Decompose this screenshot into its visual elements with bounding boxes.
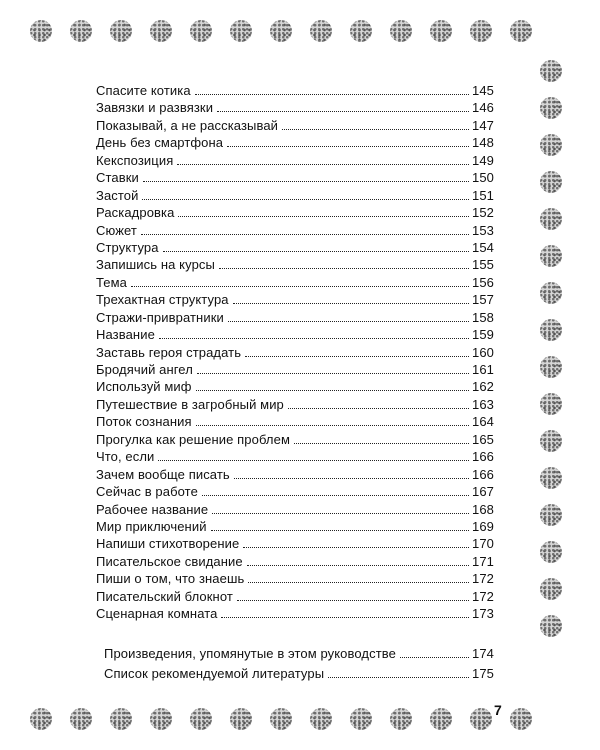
toc-entry-title: Сюжет xyxy=(96,222,137,238)
toc-entry-page: 161 xyxy=(472,362,494,377)
decorative-dot xyxy=(70,20,92,42)
toc-entry xyxy=(96,204,494,221)
toc-entry-title: Кекспозиция xyxy=(96,152,174,168)
toc-entry xyxy=(96,378,494,395)
dot-leader xyxy=(177,164,469,165)
dot-leader xyxy=(202,495,469,496)
toc-entry xyxy=(96,483,494,500)
toc-entry xyxy=(96,431,494,448)
toc-entry-title: Показывай, а не рассказывай xyxy=(96,117,279,133)
toc-entry-title: Название xyxy=(96,327,155,343)
toc-entry-title: Спасите котика xyxy=(96,83,191,98)
toc-entry-page: 151 xyxy=(472,187,494,203)
decorative-dot xyxy=(190,20,212,42)
dot-leader xyxy=(221,617,469,618)
dot-leader xyxy=(227,146,469,147)
dot-leader xyxy=(196,390,469,391)
toc-entry xyxy=(96,134,494,151)
decorative-dot xyxy=(270,20,292,42)
toc-entry-title: Заставь героя страдать xyxy=(96,344,242,360)
dot-leader xyxy=(248,582,469,583)
toc-entry-page: 166 xyxy=(472,466,494,482)
toc-entry-page: 146 xyxy=(472,100,494,116)
toc-entry-page: 167 xyxy=(472,484,494,500)
decorative-dot xyxy=(540,578,562,600)
decorative-dot xyxy=(430,708,452,730)
decorative-dot xyxy=(540,430,562,452)
decorative-dot xyxy=(470,708,492,730)
toc-entry-page: 152 xyxy=(472,205,494,221)
dot-leader xyxy=(400,657,469,658)
dot-leader xyxy=(288,408,469,409)
toc-entry-title: Зачем вообще писать xyxy=(96,466,230,482)
toc-entry xyxy=(96,466,494,483)
dot-leader xyxy=(196,425,469,426)
dot-leader xyxy=(228,321,469,322)
decorative-dot xyxy=(30,708,52,730)
dot-leader xyxy=(163,251,469,252)
decorative-dot xyxy=(540,60,562,82)
toc-entry-title: Рабочее название xyxy=(96,501,209,517)
toc-entry xyxy=(96,605,494,622)
dot-leader xyxy=(282,129,469,130)
decorative-dot xyxy=(310,708,332,730)
dot-leader xyxy=(247,565,469,566)
toc-entry xyxy=(96,169,494,186)
table-of-contents-appendix xyxy=(104,645,494,685)
toc-entry xyxy=(104,645,494,665)
toc-entry-page: 166 xyxy=(472,449,494,465)
toc-entry-title: Трехактная структура xyxy=(96,292,229,308)
decorative-dot xyxy=(310,20,332,42)
toc-entry-title: Мир приключений xyxy=(96,518,207,534)
decorative-dot xyxy=(540,504,562,526)
toc-entry-page: 173 xyxy=(472,606,494,622)
decorative-dot xyxy=(540,97,562,119)
decorative-dot xyxy=(190,708,212,730)
toc-entry xyxy=(96,553,494,570)
dot-leader xyxy=(197,373,469,374)
toc-entry-title: Структура xyxy=(96,239,159,255)
toc-entry-title: Пиши о том, что знаешь xyxy=(96,571,245,587)
decorative-dot xyxy=(150,708,172,730)
toc-entry-page: 170 xyxy=(472,536,494,552)
toc-entry-title: Застой xyxy=(96,187,139,203)
dot-leader xyxy=(328,677,469,678)
toc-entry xyxy=(96,274,494,291)
toc-entry-title: Поток сознания xyxy=(96,414,192,430)
toc-entry xyxy=(96,239,494,256)
toc-entry-title: Писательское свидание xyxy=(96,553,243,569)
toc-entry-page: 165 xyxy=(472,431,494,447)
toc-entry xyxy=(96,570,494,587)
toc-entry xyxy=(96,309,494,326)
toc-entry-page: 172 xyxy=(472,588,494,604)
decorative-dot xyxy=(540,541,562,563)
decorative-dot xyxy=(230,708,252,730)
decorative-dot xyxy=(540,134,562,156)
toc-entry-title: Бродячий ангел xyxy=(96,362,193,377)
toc-entry xyxy=(96,256,494,273)
toc-entry-page: 169 xyxy=(472,518,494,534)
decorative-dot xyxy=(30,20,52,42)
toc-entry-title: Сценарная комната xyxy=(96,606,218,622)
toc-entry xyxy=(96,396,494,413)
decorative-dot xyxy=(540,282,562,304)
table-of-contents xyxy=(96,82,494,623)
toc-entry-page: 175 xyxy=(472,666,494,681)
dot-leader xyxy=(294,443,469,444)
toc-entry xyxy=(104,665,494,685)
toc-entry-title: Ставки xyxy=(96,170,139,186)
toc-entry-page: 148 xyxy=(472,135,494,151)
dot-leader xyxy=(211,530,469,531)
decorative-dot xyxy=(430,20,452,42)
decorative-dot xyxy=(230,20,252,42)
toc-entry-page: 164 xyxy=(472,414,494,430)
decorative-dot xyxy=(540,171,562,193)
dot-leader xyxy=(158,460,469,461)
toc-entry xyxy=(96,187,494,204)
toc-entry xyxy=(96,518,494,535)
toc-entry-page: 145 xyxy=(472,83,494,98)
toc-entry-title: Тема xyxy=(96,274,128,290)
toc-entry-page: 157 xyxy=(472,292,494,308)
dot-leader xyxy=(234,478,469,479)
dot-leader xyxy=(243,547,469,548)
toc-entry-title: День без смартфона xyxy=(96,135,224,151)
toc-entry xyxy=(96,448,494,465)
page-number: 7 xyxy=(494,702,502,718)
decorative-dot xyxy=(510,708,532,730)
toc-entry-page: 150 xyxy=(472,170,494,186)
dot-leader xyxy=(237,600,469,601)
toc-entry xyxy=(96,291,494,308)
decorative-dot xyxy=(350,20,372,42)
dot-leader xyxy=(159,338,469,339)
decorative-dot xyxy=(270,708,292,730)
toc-entry-page: 149 xyxy=(472,152,494,168)
toc-entry xyxy=(96,99,494,116)
toc-entry-title: Прогулка как решение проблем xyxy=(96,431,290,447)
toc-entry xyxy=(96,413,494,430)
toc-entry-page: 156 xyxy=(472,274,494,290)
toc-entry-title: Путешествие в загробный мир xyxy=(96,396,284,412)
decorative-dot xyxy=(390,708,412,730)
toc-entry-title: Стражи-привратники xyxy=(96,309,224,325)
toc-entry-title: Что, если xyxy=(96,449,155,465)
toc-entry-page: 163 xyxy=(472,396,494,412)
toc-entry-title: Напиши стихотворение xyxy=(96,536,240,552)
toc-entry-title: Запишись на курсы xyxy=(96,257,215,273)
toc-entry xyxy=(96,344,494,361)
dot-leader xyxy=(142,199,469,200)
decorative-dot xyxy=(540,356,562,378)
decorative-dot xyxy=(540,393,562,415)
toc-entry xyxy=(96,535,494,552)
dot-leader xyxy=(217,111,469,112)
dot-leader xyxy=(178,216,469,217)
toc-entry-page: 174 xyxy=(472,646,494,661)
decorative-dot xyxy=(110,708,132,730)
toc-entry xyxy=(96,222,494,239)
toc-entry-title: Используй миф xyxy=(96,379,192,395)
toc-entry xyxy=(96,501,494,518)
dot-leader xyxy=(141,234,469,235)
toc-entry-title: Завязки и развязки xyxy=(96,100,214,116)
toc-entry-page: 155 xyxy=(472,257,494,273)
toc-entry xyxy=(96,117,494,134)
dot-leader xyxy=(233,303,469,304)
dot-leader xyxy=(245,356,469,357)
toc-entry-page: 171 xyxy=(472,553,494,569)
toc-entry-page: 168 xyxy=(472,501,494,517)
dot-leader xyxy=(131,286,469,287)
toc-entry-title: Раскадровка xyxy=(96,205,175,221)
toc-entry-page: 158 xyxy=(472,309,494,325)
decorative-dot xyxy=(110,20,132,42)
decorative-dot xyxy=(350,708,372,730)
dot-leader xyxy=(195,94,469,95)
toc-entry-page: 153 xyxy=(472,222,494,238)
decorative-dot xyxy=(540,208,562,230)
toc-entry xyxy=(96,82,494,99)
decorative-dot xyxy=(540,467,562,489)
toc-entry xyxy=(96,361,494,378)
toc-entry-title: Писательский блокнот xyxy=(96,588,233,604)
toc-entry-title: Список рекомендуемой литературы xyxy=(104,666,325,681)
dot-leader xyxy=(143,181,469,182)
decorative-dot xyxy=(470,20,492,42)
toc-entry-page: 154 xyxy=(472,239,494,255)
decorative-dot xyxy=(150,20,172,42)
decorative-dot xyxy=(540,245,562,267)
toc-entry xyxy=(96,326,494,343)
toc-entry xyxy=(96,588,494,605)
toc-entry-title: Сейчас в работе xyxy=(96,484,198,500)
toc-entry-page: 162 xyxy=(472,379,494,395)
dot-leader xyxy=(219,268,469,269)
decorative-dot xyxy=(540,319,562,341)
toc-entry xyxy=(96,152,494,169)
decorative-dot xyxy=(540,615,562,637)
decorative-dot xyxy=(510,20,532,42)
toc-entry-page: 159 xyxy=(472,327,494,343)
dot-leader xyxy=(212,513,469,514)
decorative-dot xyxy=(390,20,412,42)
toc-entry-page: 160 xyxy=(472,344,494,360)
toc-entry-title: Произведения, упомянутые в этом руководстве xyxy=(104,646,396,661)
decorative-dot xyxy=(70,708,92,730)
toc-entry-page: 147 xyxy=(472,117,494,133)
toc-entry-page: 172 xyxy=(472,571,494,587)
